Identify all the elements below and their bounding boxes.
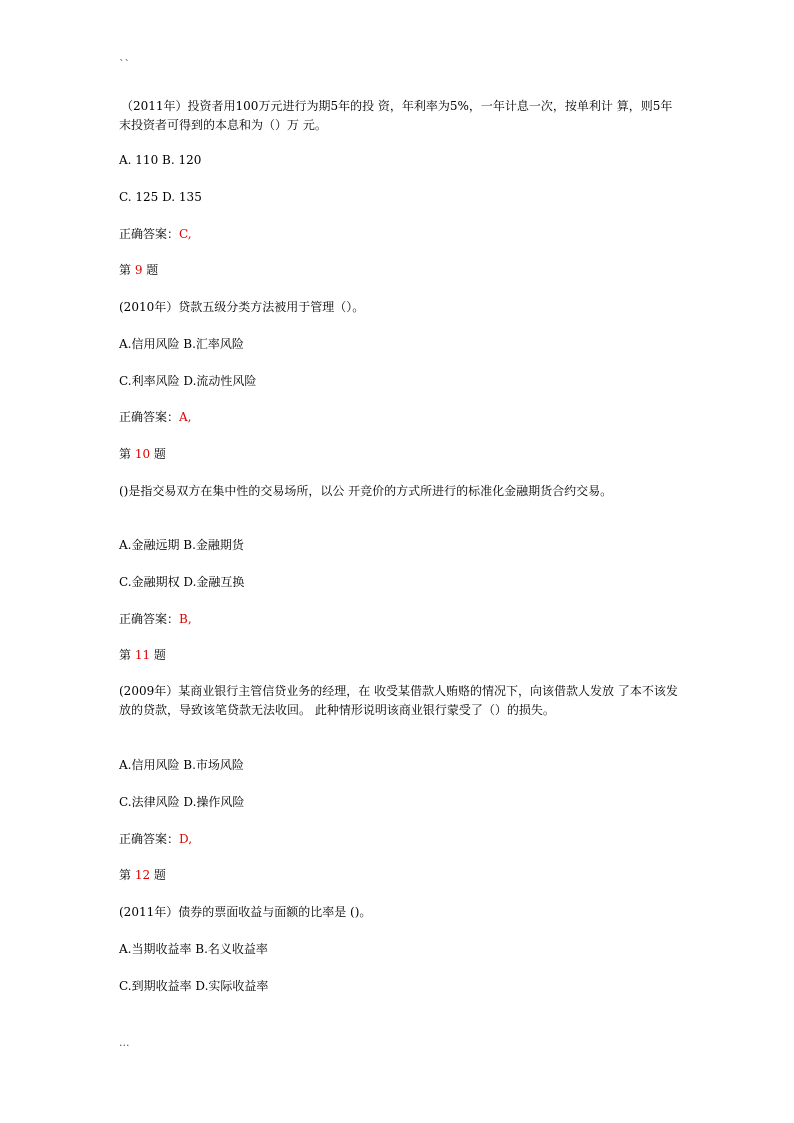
question-number: 12 [134, 868, 151, 882]
question-number: 11 [134, 648, 151, 662]
header-mark: `` [119, 58, 130, 71]
question-10-heading [119, 445, 166, 464]
question-11-text: (2009年）某商业银行主管信贷业务的经理，在 收受某借款人贿赂的情况下，向该借款人发放 了本不该发放的贷款，导致该笔贷款无法收回。 此种情形说明该商业银行蒙受了（）的损失。 [119, 684, 678, 717]
question-9-options-cd: C.利率风险 D.流动性风险 [119, 374, 257, 388]
footer-mark: ... [119, 1036, 130, 1049]
question-number: 9 [134, 263, 143, 277]
question-8-options-ab: A. 110 B. 120 [119, 153, 202, 167]
answer-label: 正确答案： [119, 227, 180, 241]
question-12-options-cd: C.到期收益率 D.实际收益率 [119, 979, 269, 993]
heading-suffix: 题 [150, 648, 166, 662]
question-11-options-cd: C.法律风险 D.操作风险 [119, 795, 245, 809]
question-10-options-ab: A.金融远期 B.金融期货 [119, 538, 244, 552]
answer-label: 正确答案： [119, 410, 180, 424]
heading-suffix: 题 [142, 263, 159, 277]
question-8-options-cd: C. 125 D. 135 [119, 190, 202, 204]
question-10-text: ()是指交易双方在集中性的交易场所，以公 开竞价的方式所进行的标准化金融期货合约交易。 [119, 484, 613, 498]
question-11-heading [119, 646, 166, 665]
answer-label: 正确答案： [119, 612, 180, 626]
heading-suffix: 题 [150, 447, 166, 461]
answer-value: B, [179, 612, 192, 626]
question-10-answer [119, 610, 192, 629]
question-number: 10 [134, 447, 151, 461]
answer-value: D, [179, 832, 193, 846]
question-9-answer [119, 408, 192, 427]
question-12-text: (2011年）债券的票面收益与面额的比率是 ()。 [119, 905, 372, 919]
heading-prefix: 第 [119, 648, 135, 662]
answer-value: C, [179, 227, 192, 241]
question-12-heading [119, 866, 166, 885]
question-8-text: （2011年）投资者用100万元进行为期5年的投 资，年利率为5%，一年计息一次，按单利计 算，则5年末投资者可得到的本息和为（）万 元。 [119, 99, 673, 132]
answer-label: 正确答案： [119, 832, 180, 846]
question-11-answer [119, 830, 192, 849]
answer-value: A, [179, 410, 192, 424]
question-12-options-ab: A.当期收益率 B.名义收益率 [119, 942, 268, 956]
question-10-options-cd: C.金融期权 D.金融互换 [119, 575, 245, 589]
question-8-answer [119, 225, 192, 244]
question-9-heading [119, 261, 158, 280]
question-9-options-ab: A.信用风险 B.汇率风险 [119, 337, 244, 351]
question-9-text: (2010年）贷款五级分类方法被用于管理（）。 [119, 300, 365, 314]
heading-suffix: 题 [150, 868, 166, 882]
heading-prefix: 第 [119, 868, 135, 882]
heading-prefix: 第 [119, 447, 135, 461]
question-11-options-ab: A.信用风险 B.市场风险 [119, 758, 244, 772]
heading-prefix: 第 [119, 263, 135, 277]
